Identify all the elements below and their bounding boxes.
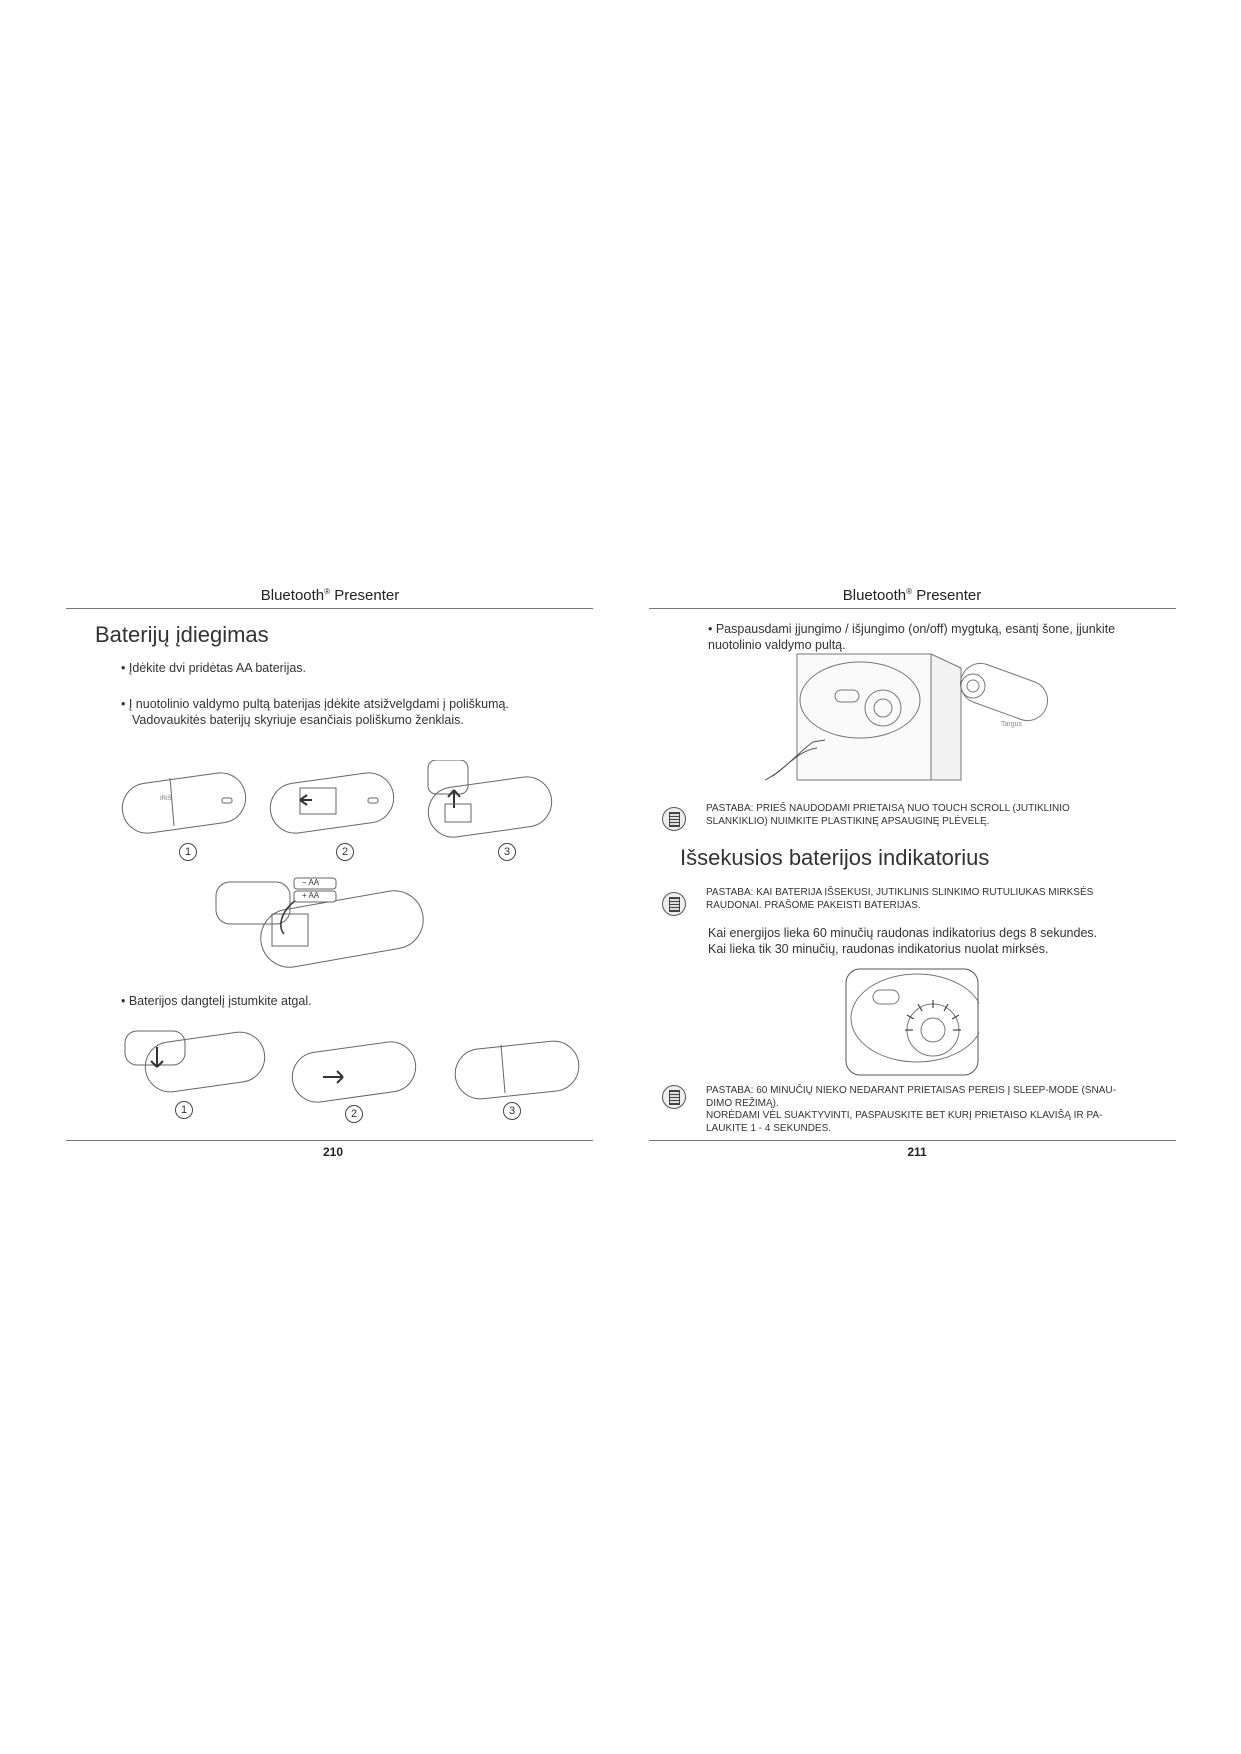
device-cover-slide-drawing (267, 770, 397, 837)
note-3-line2: DIMO REŽIMĄ). (706, 1097, 779, 1109)
cover-piece-drawing (125, 1031, 185, 1065)
left-bullet-2 (121, 696, 509, 728)
note-book-glyph-2 (669, 897, 680, 912)
note-3-line3: NORĖDAMI VĖL SUAKTYVINTI, PASPAUSKITE BET KURĮ PRIETAISO KLAVIŠĄ IR PA- (706, 1110, 1103, 1121)
close-step-3-badge (503, 1102, 521, 1120)
device-cover-lift-drawing (425, 760, 555, 840)
note-1-line2: SLANKIKLIO) NUIMKITE PLASTIKINĘ APSAUGINĘ PLĖVELĘ. (706, 815, 990, 827)
right-paragraph-line1: Kai energijos lieka 60 minučių raudonas indikatorius degs 8 sekundes. (708, 926, 1098, 940)
close-step-1-number: 1 (180, 1104, 188, 1116)
close-step-1-badge (175, 1101, 193, 1119)
battery-pos-label: + AA (302, 891, 320, 900)
note-2-line1: PASTABA: KAI BATERIJA IŠSEKUSI, JUTIKLINIS SLINKIMO RUTULIUKAS MIRKSĖS (706, 887, 1094, 898)
right-header-suffix: Presenter (912, 587, 982, 604)
note-book-glyph (669, 812, 680, 827)
device-closed-final-drawing (453, 1039, 582, 1102)
left-header-reg: ® (324, 587, 331, 596)
device-sliding-drawing (289, 1039, 419, 1106)
close-step-3-number: 3 (508, 1105, 516, 1117)
left-bullet-3: • Baterijos dangtelį įstumkite atgal. (121, 994, 312, 1008)
battery-insert-figure (210, 872, 430, 972)
right-header-reg: ® (906, 587, 913, 596)
note-1-line1: PASTABA: PRIEŠ NAUDODAMI PRIETAISĄ NUO TOUCH SCROLL (JUTIKLINIO (706, 803, 1070, 814)
right-header-title: Bluetooth (842, 587, 907, 604)
right-bullet-1 (708, 621, 1115, 653)
right-header-rule (649, 608, 1176, 609)
battery-cover-drawing (216, 882, 290, 924)
battery-neg-label: − AA (302, 878, 320, 887)
left-page-header (230, 587, 430, 604)
note-book-glyph-3 (669, 1090, 680, 1105)
left-bullet-1: • Įdėkite dvi pridėtas AA baterijas. (121, 661, 307, 675)
step-1-number: 1 (184, 846, 192, 858)
note-1 (706, 803, 1070, 828)
left-header-rule (66, 608, 593, 609)
close-step-2-badge (345, 1105, 363, 1123)
right-paragraph (708, 925, 1097, 957)
device-closed-drawing (119, 770, 249, 837)
step-2-badge (336, 843, 354, 861)
right-bullet-1-line1: • Paspausdami įjungimo / išjungimo (on/off) mygtuką, esantį šone, įjunkite (708, 622, 1116, 636)
close-step-2-number: 2 (350, 1108, 358, 1120)
note-book-icon-3 (662, 1085, 686, 1109)
right-page-header (812, 587, 1012, 604)
note-3 (706, 1085, 1116, 1135)
device-brand-label: Targus (1001, 721, 1023, 728)
step-3-number: 3 (503, 846, 511, 858)
device-side-drawing (955, 658, 1053, 726)
left-header-title: Bluetooth (260, 587, 325, 604)
note-3-line4: LAUKITE 1 - 4 SEKUNDES. (706, 1122, 832, 1134)
left-bullet-2-line1: • Į nuotolinio valdymo pultą baterijas įdėkite atsižvelgdami į poliškumą. (121, 697, 509, 711)
step-2-number: 2 (341, 846, 349, 858)
right-section-heading: Išsekusios baterijos indikatorius (680, 845, 990, 870)
note-3-line1: PASTABA: 60 MINUČIŲ NIEKO NEDARANT PRIETAISAS PEREIS Į SLEEP-MODE (SNAU- (706, 1085, 1116, 1096)
svg-text:IRIS: IRIS (160, 796, 172, 802)
right-footer-rule (649, 1140, 1176, 1141)
step-1-badge (179, 843, 197, 861)
left-page-number: 210 (322, 1145, 344, 1159)
right-page-number: 211 (907, 1145, 927, 1159)
indicator-figure (845, 968, 979, 1076)
power-on-figure (765, 650, 1055, 790)
left-footer-rule (66, 1140, 593, 1141)
right-paragraph-line2: Kai lieka tik 30 minučių, raudonas indikatorius nuolat mirksės. (708, 942, 1049, 956)
left-section-heading: Baterijų įdiegimas (95, 622, 269, 647)
right-bullet-1-line2: nuotolinio valdymo pultą. (708, 638, 846, 652)
note-book-icon (662, 807, 686, 831)
step-3-badge (498, 843, 516, 861)
left-header-suffix: Presenter (330, 587, 400, 604)
note-book-icon-2 (662, 892, 686, 916)
left-bullet-2-line2: Vadovaukitės baterijų skyriuje esančiais poliškumo ženklais. (132, 713, 464, 727)
note-2-line2: RAUDONAI. PRAŠOME PAKEISTI BATERIJAS. (706, 899, 921, 911)
note-2 (706, 887, 1142, 912)
